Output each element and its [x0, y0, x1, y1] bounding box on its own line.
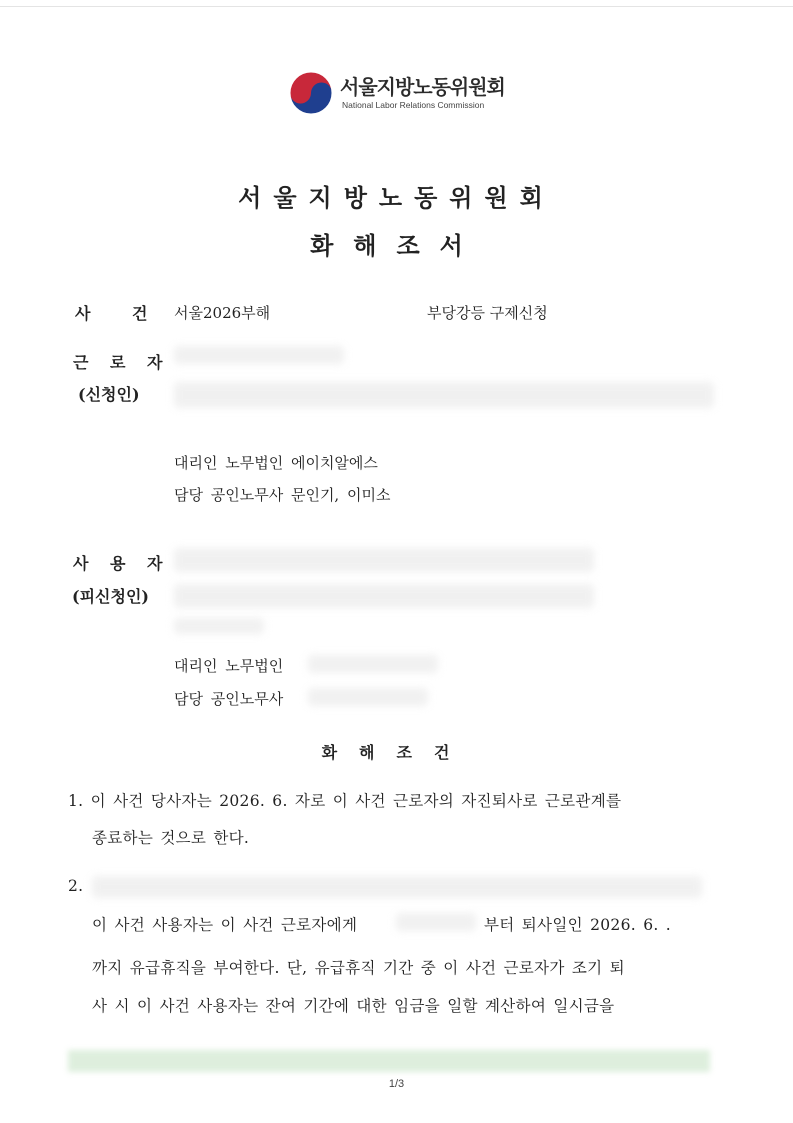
redacted-condition-2-heading [92, 876, 702, 898]
redacted-employer-name [174, 548, 594, 572]
redacted-employer-attorney-name [308, 688, 428, 706]
page-number: 1/3 [388, 1078, 405, 1090]
redacted-employer-address [174, 584, 594, 608]
redacted-employer-agent-name [308, 655, 438, 673]
redacted-band [68, 1050, 710, 1072]
logo-name-korean: 서울지방노동위원회 [340, 75, 505, 99]
condition-2-line-2: 까지 유급휴직을 부여한다. 단, 유급휴직 기간 중 이 사건 근로자가 조기 퇴 [92, 959, 625, 977]
condition-2-line-1a: 이 사건 사용자는 이 사건 근로자에게 [92, 916, 358, 934]
commission-logo [288, 70, 518, 116]
conditions-title: 화해조건 [321, 743, 472, 762]
worker-agent: 대리인 노무법인 에이치알에스 [174, 454, 378, 472]
worker-sublabel: (신청인) [78, 385, 140, 404]
condition-1-line-2: 종료하는 것으로 한다. [92, 829, 250, 847]
logo-name-english: National Labor Relations Commission [342, 100, 485, 110]
document-title-commission: 서울지방노동위원회 [238, 183, 555, 212]
redacted-leave-start-date [396, 913, 476, 931]
case-label: 사 건 [75, 304, 148, 323]
taegeuk-emblem-icon [288, 70, 334, 116]
employer-label: 사 용 자 [73, 554, 171, 573]
case-number: 서울2026부해 [174, 304, 271, 322]
condition-2-number: 2. [68, 877, 84, 895]
condition-2-line-3: 사 시 이 사건 사용자는 잔여 기간에 대한 임금을 일할 계산하여 일시금을 [92, 997, 615, 1015]
employer-attorney: 담당 공인노무사 [174, 690, 284, 708]
worker-label: 근 로 자 [73, 353, 171, 372]
employer-sublabel: (피신청인) [72, 587, 149, 606]
worker-attorney: 담당 공인노무사 문인기, 이미소 [174, 486, 391, 504]
redacted-worker-address [174, 382, 714, 408]
document-title-settlement: 화해조서 [310, 231, 483, 260]
top-rule [0, 6, 793, 7]
redacted-employer-address-2 [174, 618, 264, 634]
condition-2-line-1b: 부터 퇴사일인 2026. 6. . [484, 916, 672, 934]
redacted-worker-name [174, 346, 344, 364]
condition-1-line-1: 1. 이 사건 당사자는 2026. 6. 자로 이 사건 근로자의 자진퇴사로 근로관계를 [68, 792, 622, 810]
employer-agent: 대리인 노무법인 [174, 657, 284, 675]
case-type: 부당강등 구제신청 [427, 304, 548, 322]
